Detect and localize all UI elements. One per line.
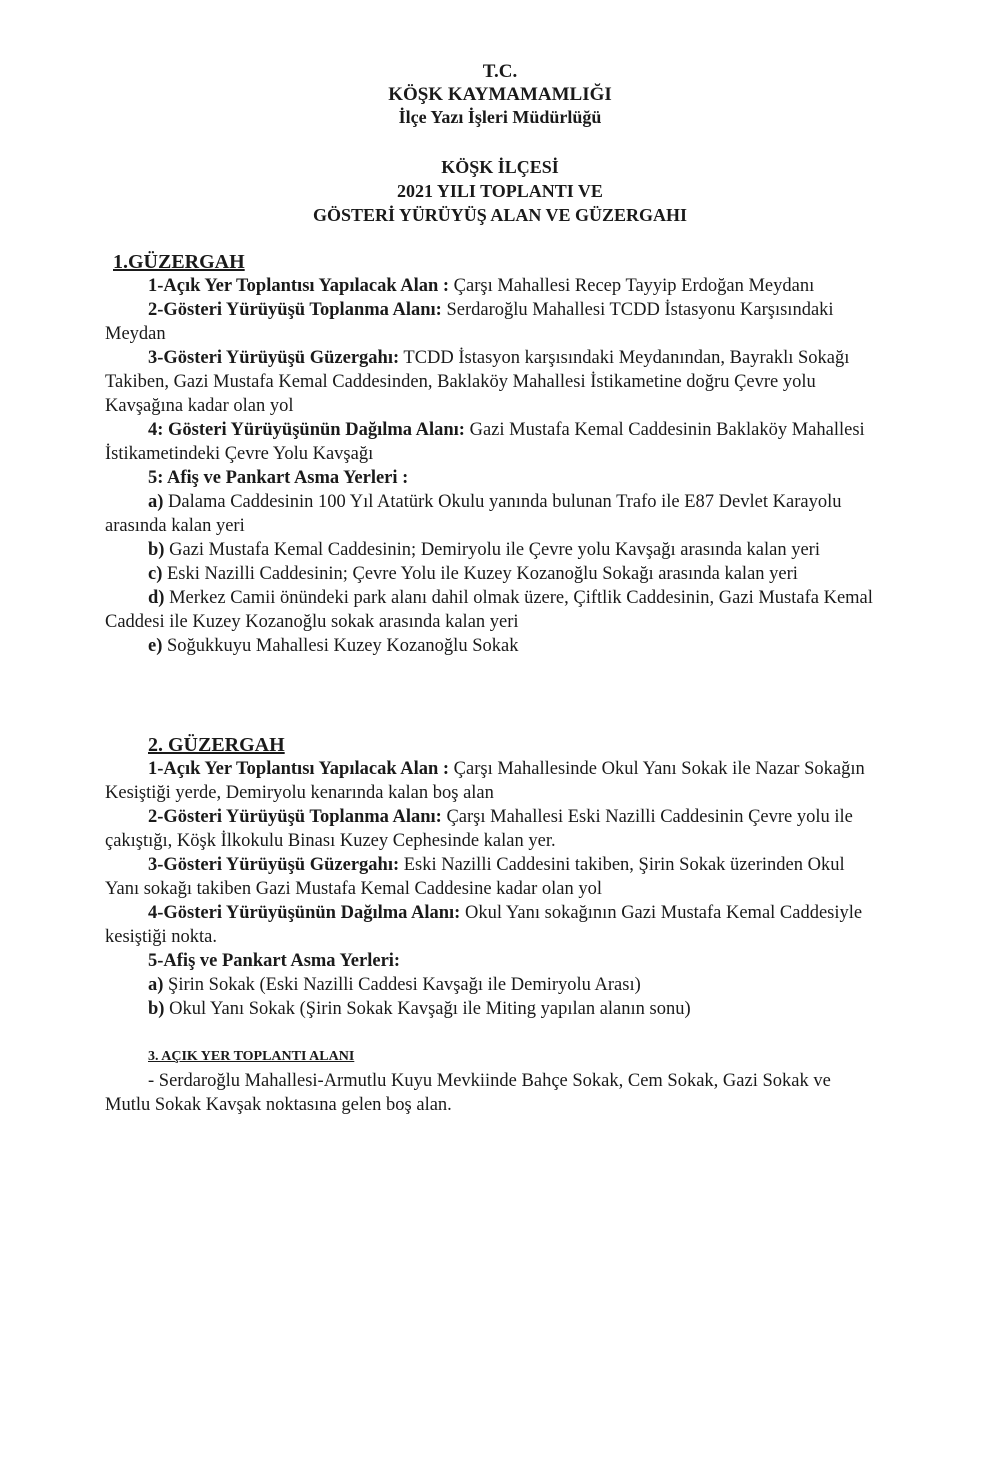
section1-item-text: Merkez Camii önündeki park alanı dahil olmak üzere, Çiftlik Caddesinin, Gazi Mustafa Kemal Caddesi ile Kuzey Kozanoğlu sokak arasında kalan yeri	[105, 588, 873, 632]
section2-item-text: Eski Nazilli Caddesini takiben, Şirin Sokak üzerinden Okul Yanı sokağı takiben Gazi Mustafa Kemal Caddesine kadar olan yol	[105, 855, 845, 899]
subheader-line-1: KÖŞK İLÇESİ	[441, 157, 559, 177]
section2-item-text: Şirin Sokak (Eski Nazilli Caddesi Kavşağı ile Demiryolu Arası)	[163, 975, 641, 995]
section2-body	[105, 757, 875, 1021]
document-header	[0, 60, 1000, 129]
section1-item-text: Gazi Mustafa Kemal Caddesinin Baklaköy Mahallesi İstikametindeki Çevre Yolu Kavşağı	[105, 420, 865, 464]
section2-item-text: Çarşı Mahallesi Eski Nazilli Caddesinin Çevre yolu ile çakıştığı, Köşk İlkokulu Binası Kuzey Cephesinde kalan yer.	[105, 807, 853, 851]
section1-item-text: TCDD İstasyon karşısındaki Meydanından, Bayraklı Sokağı Takiben, Gazi Mustafa Kemal Caddesinden, Baklaköy Mahallesi İstikametine doğru Çevre yolu Kavşağına kadar olan yol	[105, 348, 850, 416]
section1-item-label: 2-Gösteri Yürüyüşü Toplanma Alanı:	[148, 300, 442, 320]
section1-item-label: 3-Gösteri Yürüyüşü Güzergahı:	[148, 348, 400, 368]
subheader-line-3: GÖSTERİ YÜRÜYÜŞ ALAN VE GÜZERGAHI	[312, 205, 688, 225]
section1-item	[105, 298, 875, 346]
section1-item-text: Çarşı Mahallesi Recep Tayyip Erdoğan Meydanı	[449, 276, 815, 296]
section3-title: 3. AÇIK YER TOPLANTI ALANI	[148, 1049, 355, 1064]
section1-item-text: Soğukkuyu Mahallesi Kuzey Kozanoğlu Sokak	[162, 636, 519, 656]
section1-item	[105, 538, 875, 562]
section2-item	[105, 805, 875, 853]
section1-item	[105, 466, 875, 490]
section2-item-label: 2-Gösteri Yürüyüşü Toplanma Alanı:	[148, 807, 442, 827]
section1-title: 1.GÜZERGAH	[113, 251, 245, 273]
section1-item-label: e)	[148, 636, 163, 656]
section2-title: 2. GÜZERGAH	[148, 734, 285, 756]
section1-body	[105, 274, 875, 658]
section2-item-text: Çarşı Mahallesinde Okul Yanı Sokak ile Nazar Sokağın Kesiştiği yerde, Demiryolu kenarında kalan boş alan	[105, 759, 865, 803]
section1-item-text: Serdaroğlu Mahallesi TCDD İstasyonu Karşısındaki Meydan	[105, 300, 834, 344]
section3-body	[105, 1069, 875, 1117]
document-subheader	[0, 155, 1000, 227]
section2-item	[105, 949, 875, 973]
section2-item-text: Okul Yanı Sokak (Şirin Sokak Kavşağı ile Miting yapılan alanın sonu)	[164, 999, 691, 1019]
section1-item-label: 5: Afiş ve Pankart Asma Yerleri :	[148, 468, 409, 488]
section1-item-label: d)	[148, 588, 165, 608]
section3-text: - Serdaroğlu Mahallesi-Armutlu Kuyu Mevkiinde Bahçe Sokak, Cem Sokak, Gazi Sokak ve Mutlu Sokak Kavşak noktasına gelen boş alan.	[105, 1071, 831, 1115]
header-line-1: T.C.	[482, 61, 518, 82]
section1-item	[105, 274, 875, 298]
section2-item-label: a)	[148, 975, 164, 995]
section1-item	[105, 418, 875, 466]
section2-item	[105, 853, 875, 901]
section1-item-text: Gazi Mustafa Kemal Caddesinin; Demiryolu ile Çevre yolu Kavşağı arasında kalan yeri	[164, 540, 820, 560]
section1-item	[105, 586, 875, 634]
section1-item-label: 1-Açık Yer Toplantısı Yapılacak Alan :	[148, 276, 450, 296]
section2-item-label: 1-Açık Yer Toplantısı Yapılacak Alan :	[148, 759, 450, 779]
section2-item	[105, 997, 875, 1021]
section2-item-label: b)	[148, 999, 165, 1019]
section1-item-label: c)	[148, 564, 163, 584]
section1-item-label: a)	[148, 492, 164, 512]
header-line-2: KÖŞK KAYMAMAMLIĞI	[388, 84, 612, 105]
header-line-3: İlçe Yazı İşleri Müdürlüğü	[398, 107, 602, 127]
section1-item	[105, 634, 875, 658]
section1-item-text: Dalama Caddesinin 100 Yıl Atatürk Okulu yanında bulunan Trafo ile E87 Devlet Karayolu arasında kalan yeri	[105, 492, 842, 536]
section2-item	[105, 973, 875, 997]
section2-item-text: Okul Yanı sokağının Gazi Mustafa Kemal Caddesiyle kesiştiği nokta.	[105, 903, 863, 947]
section1-item-label: b)	[148, 540, 165, 560]
section2-item-label: 3-Gösteri Yürüyüşü Güzergahı:	[148, 855, 400, 875]
section1-item-label: 4: Gösteri Yürüyüşünün Dağılma Alanı:	[148, 420, 465, 440]
section1-item	[105, 490, 875, 538]
section1-item-text: Eski Nazilli Caddesinin; Çevre Yolu ile Kuzey Kozanoğlu Sokağı arasında kalan yeri	[162, 564, 798, 584]
section2-item	[105, 901, 875, 949]
section2-item-label: 5-Afiş ve Pankart Asma Yerleri:	[148, 951, 401, 971]
section2-item	[105, 757, 875, 805]
subheader-line-2: 2021 YILI TOPLANTI VE	[397, 181, 603, 201]
section2-item-label: 4-Gösteri Yürüyüşünün Dağılma Alanı:	[148, 903, 461, 923]
section1-item	[105, 562, 875, 586]
section1-item	[105, 346, 875, 418]
